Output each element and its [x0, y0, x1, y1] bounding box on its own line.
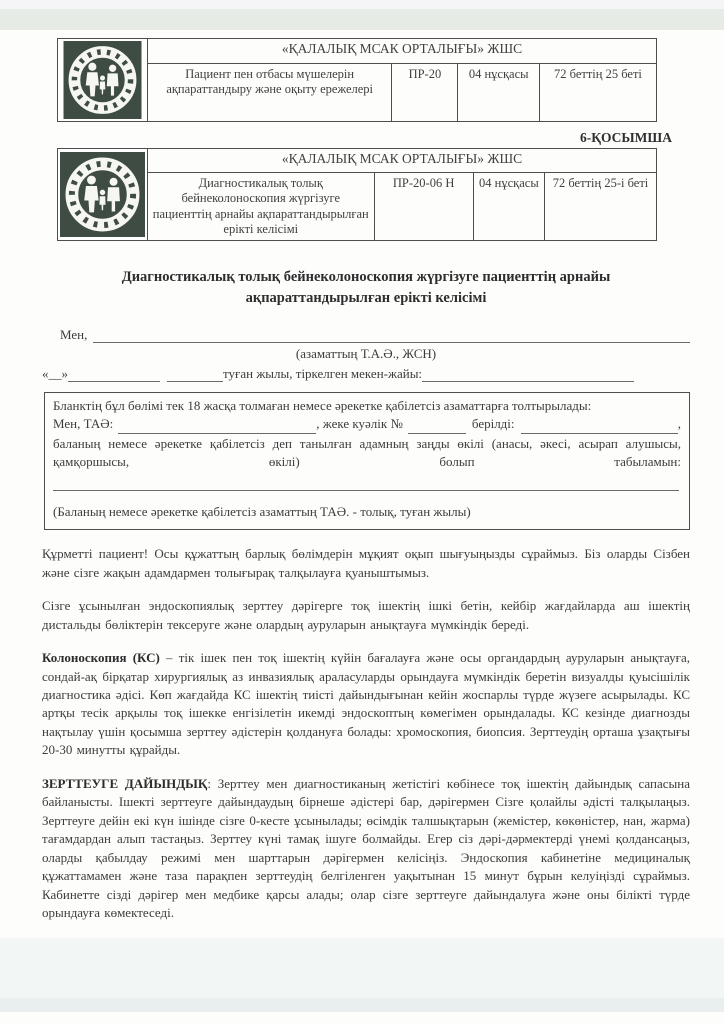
- doc-code-cell: ПР-20-06 Н: [374, 173, 473, 241]
- box-id-label: , жеке куәлік №: [316, 416, 403, 432]
- me-label: Мен,: [60, 327, 88, 343]
- box-me-label: Мен, ТАӘ:: [53, 416, 114, 432]
- family-emblem-icon: [60, 151, 145, 238]
- birth-address-line: [42, 366, 690, 382]
- guardian-box: [44, 392, 690, 530]
- box-id-line: [53, 415, 681, 433]
- preparation-paragraph: [42, 775, 690, 923]
- org-logo-2: [57, 148, 147, 241]
- birth-month-blank-field: [68, 367, 160, 382]
- doc-title-cell: Диагностикалық толық бейнеколоноскопия жүргізуге пациенттің арнайы ақпараттандырылған ерікті келісімі: [148, 173, 375, 241]
- appendix-label: 6-ҚОСЫМША: [579, 130, 672, 145]
- version-cell: 04 нұсқасы: [458, 64, 539, 122]
- org-name: «ҚАЛАЛЫҚ МСАК ОРТАЛЫҒЫ» ЖШС: [148, 149, 657, 173]
- doc-code-cell: ПР-20: [392, 64, 458, 122]
- preparation-term: ЗЕРТТЕУГЕ ДАЙЫНДЫҚ: [42, 775, 208, 791]
- colonoscopy-paragraph: [42, 649, 690, 760]
- header-table-1: [57, 38, 657, 122]
- box-issued-label: берілді:: [471, 416, 515, 432]
- pages-cell: 72 беттің 25-і беті: [545, 173, 657, 241]
- patient-name-line: [42, 327, 690, 343]
- org-name: «ҚАЛАЛЫҚ МСАК ОРТАЛЫҒЫ» ЖШС: [148, 39, 657, 64]
- header-table-2-grid: [147, 148, 657, 241]
- header-table-1-grid: [147, 38, 657, 122]
- org-logo: [57, 38, 147, 122]
- scan-artifact-band-bottom-dark: [0, 998, 724, 1012]
- greeting-paragraph: Құрметті пациент! Осы құжаттың барлық бөлімдерін мұқият оқып шығуыңызды сұраймыз. Біз оларды Сізбен және сізге жақын адамдармен толығырақ талқылауға қуаныштымыз.: [42, 546, 690, 580]
- guardian-name-blank-field: [118, 419, 316, 434]
- family-emblem-icon: [60, 41, 145, 119]
- id-number-blank-field: [408, 419, 466, 434]
- scan-artifact-band-bottom: [0, 938, 724, 998]
- patient-name-blank-field: [93, 328, 690, 343]
- birth-address-label: туған жылы, тіркелген мекен-жайы:: [223, 366, 423, 382]
- box-intro: Бланктің бұл бөлімі тек 18 жасқа толмаған немесе әрекетке қабілетсіз азаматтарға толтырылады:: [53, 398, 592, 414]
- colonoscopy-term: Колоноскопия (КС): [42, 650, 160, 666]
- endoscopy-paragraph: Сізге ұсынылған эндоскопиялық зерттеу дәрігерге тоқ ішектің ішкі бетін, кейбір жағдайларда аш ішектің дистальды бөліктерін тексеруге және олардың ауруларын анықтауға мүмкіндік береді.: [42, 598, 690, 632]
- colonoscopy-text: – тік ішек пен тоқ ішектің күйін бағалауға және осы органдардың ауруларын анықтауға, сондай-ақ бірқатар хирургиялық аз инвазиялық араласуларды орындауға мүмкіндік беретін визуалды қуысішілік диагностика әдісі. Көп жағдайда КС ішектің тиісті дайындығынан кейін жоспарлы түрде жүзеге асырылады. КС артқы тесік арқылы тоқ ішекке енгізілетін икемді эндоскоптың көмегімен орындалады. КС кезінде диагнозды нақтылау үшін қосымша зерттеу әдістерін қолдануға болады: хромоскопия, биопсия. Зерттеудің орташа ұзақтығы 20-30 минутты құрайды.: [42, 650, 690, 758]
- representative-statement: баланың немесе әрекетке қабілетсіз деп танылған адамның заңды өкілі (анасы, әкесі, асырап алушысы, қамқоршысы, өкілі) болып табыламын:: [53, 435, 681, 470]
- page-title: Диагностикалық толық бейнеколоноскопия жүргізуге пациенттің арнайы ақпараттандырылған ерікті келісімі: [121, 269, 611, 307]
- trailing-comma: ,: [677, 416, 681, 432]
- address-blank-field: [422, 367, 634, 382]
- doc-title-cell: Пациент пен отбасы мүшелерін ақпараттандыру және оқыту ережелері: [148, 64, 392, 122]
- child-name-blank-field: [53, 474, 679, 491]
- preparation-text: : Зерттеу мен диагностиканың жетістігі көбінесе тоқ ішектің дайындық сапасына байланысты. Ішекті зерттеуге дайындаудың бірнеше әдістері бар, дәрігермен Сізге қолайлы әдісті талқылаңыз. Зерттеуге дейін екі күн ішінде сізге 0-кесте ұсынылады; өсімдік талшықтарын (жемістер, көкөністер, нан, жарма) тағамдардан алып тастаңыз. Зерттеу күні тамақ ішуге болмайды. Егер сіз дәрі-дәрмектерді үнемі қолдансаңыз, оларды қабылдау режимі мен шарттарын дәрігермен келісіңіз. Эндоскопия кабинетіне медициналық құжаттамамен және таза парақпен зерттеудің белгіленген уақытынан 15 минут бұрын келуіңізді сұраймыз. Кабинетте сізді дәрігер мен медбике қарсы алады; олар сізге зерттеуге дайындалуға және оны білікті түрде орындауға көмектеседі.: [42, 775, 690, 920]
- name-hint: (азаматтың Т.А.Ә., ЖСН): [295, 346, 437, 362]
- pages-cell: 72 беттің 25 беті: [539, 64, 656, 122]
- issued-by-blank-field: [521, 419, 678, 434]
- box-footnote: (Баланың немесе әрекетке қабілетсіз азаматтың ТАӘ. - толық, туған жылы): [53, 503, 471, 519]
- version-cell: 04 нұсқасы: [473, 173, 544, 241]
- birth-year-blank-field: [167, 367, 223, 382]
- header-table-2: [57, 148, 657, 241]
- date-quote-label: «__»: [42, 366, 68, 382]
